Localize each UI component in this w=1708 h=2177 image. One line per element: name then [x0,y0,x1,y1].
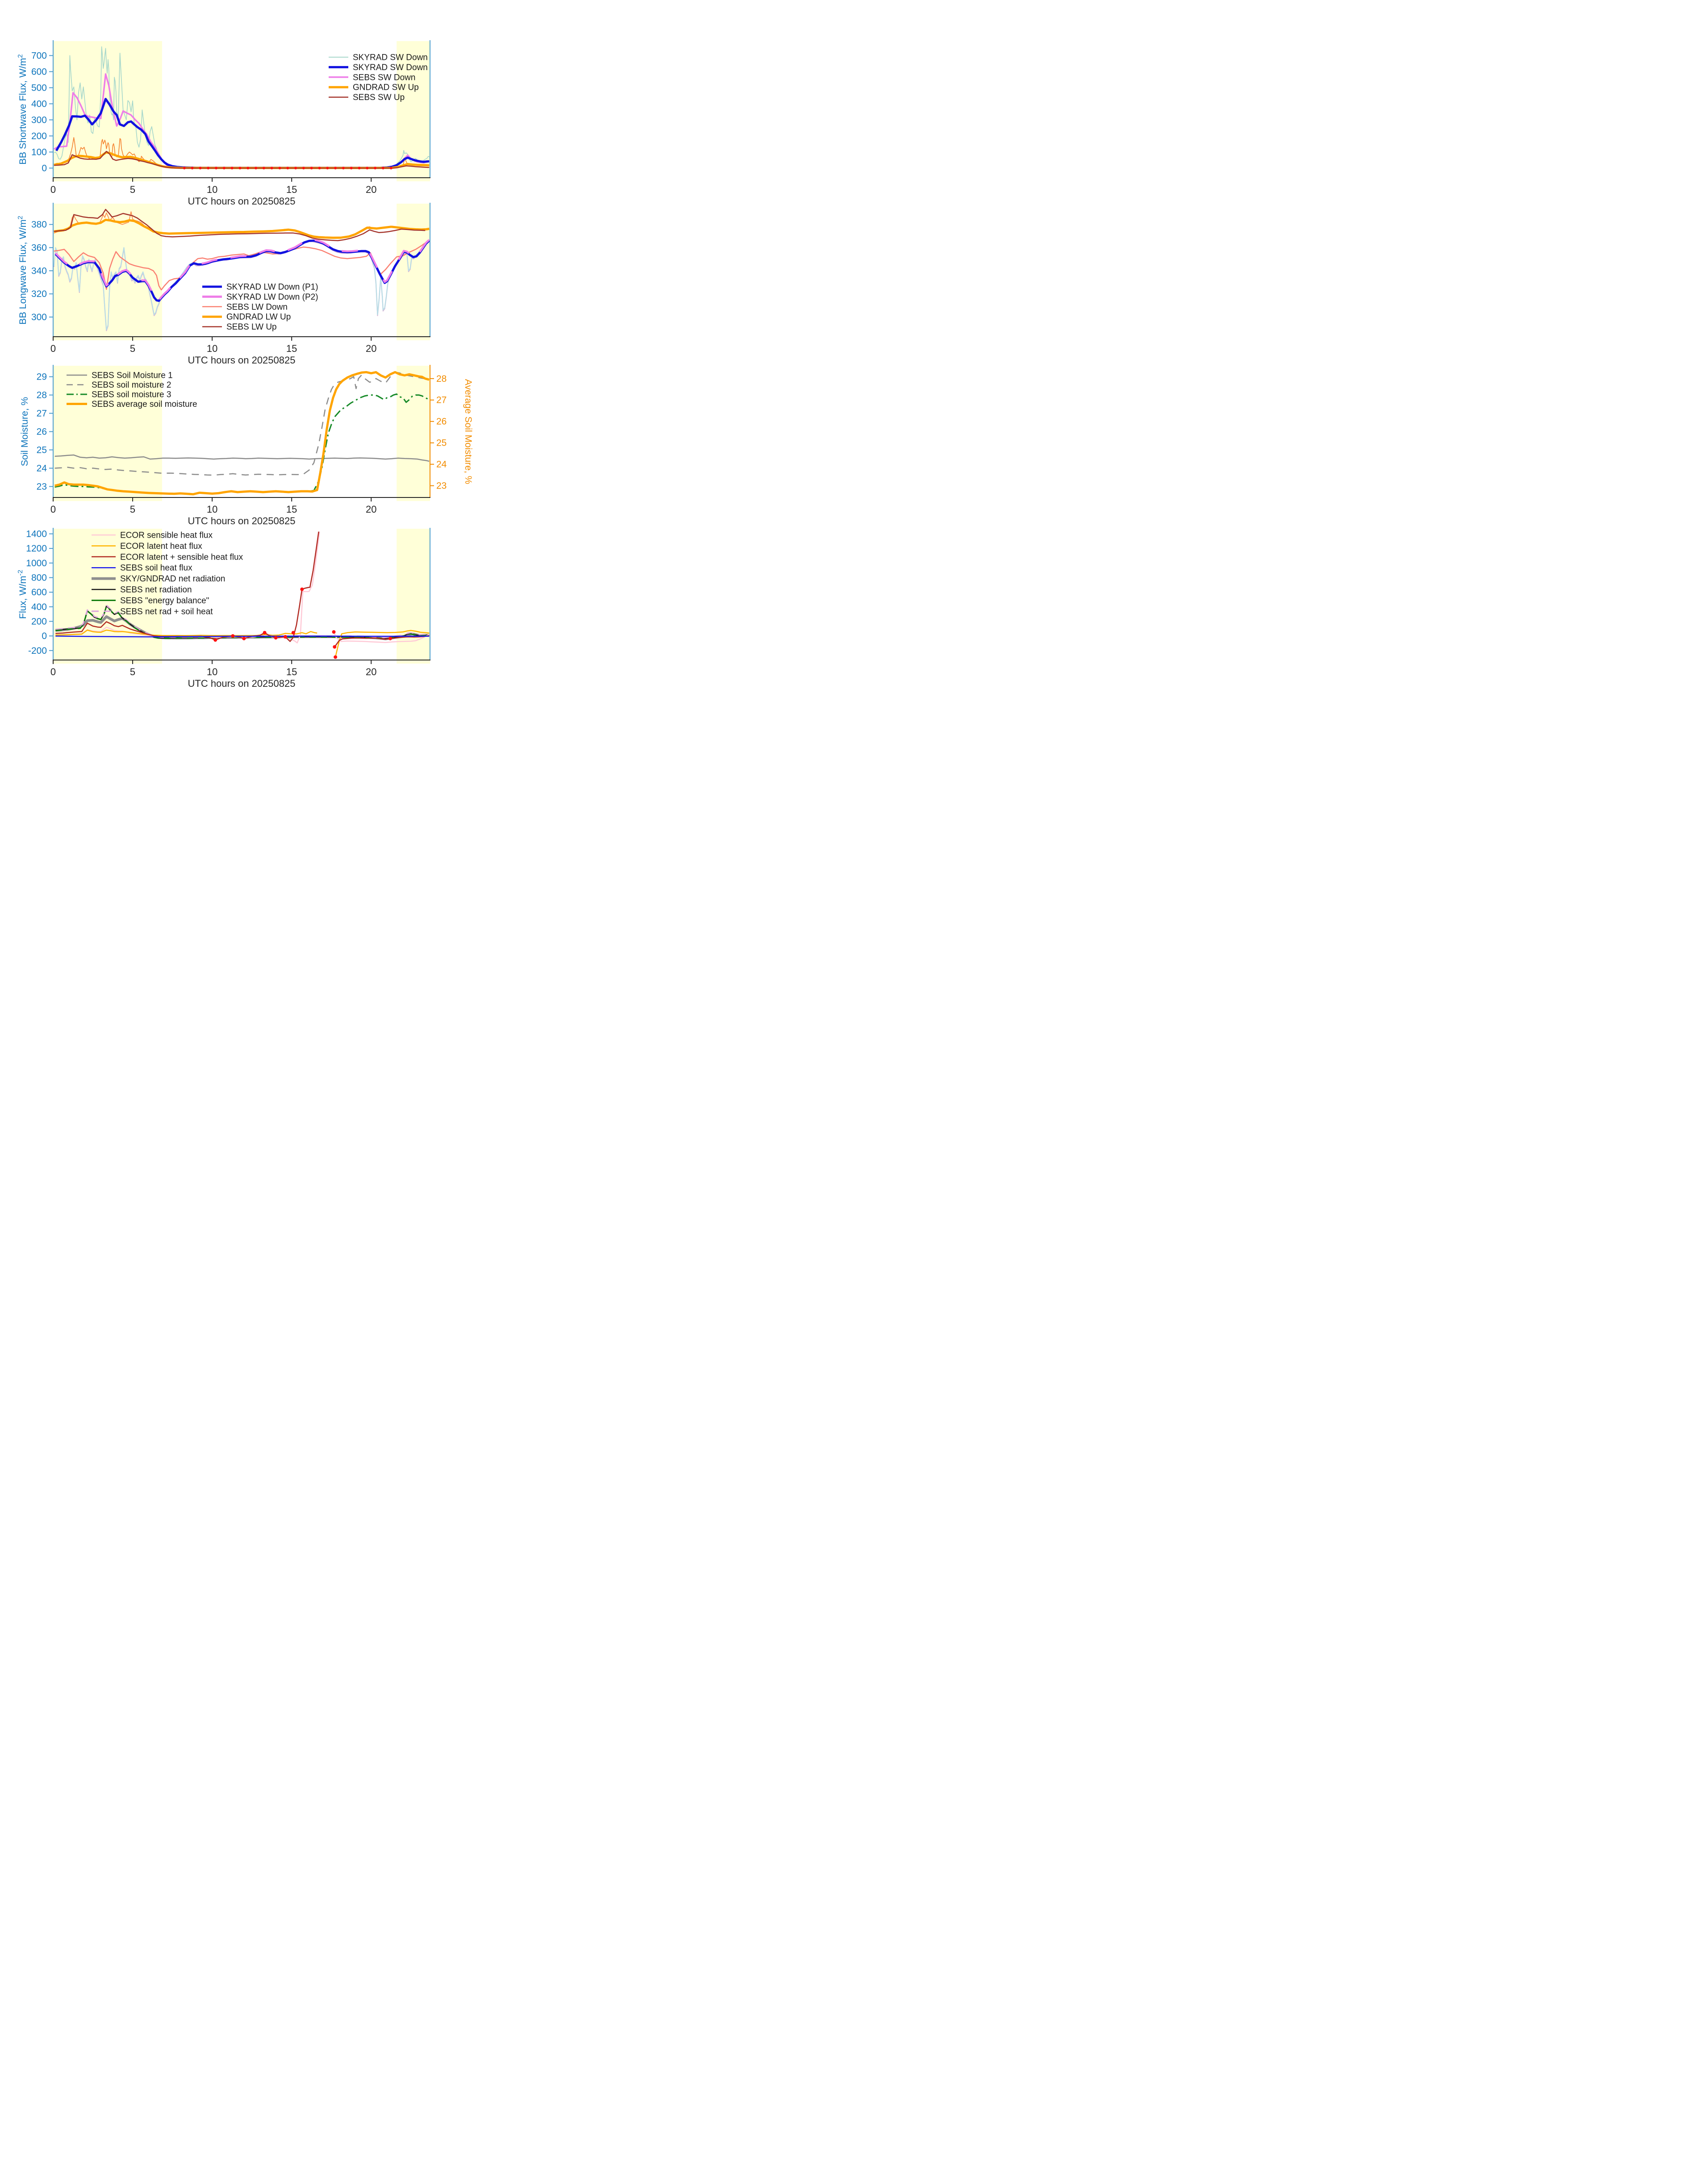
night-shading-band-1 [397,366,430,501]
y-tick-label-shortwave: 300 [31,115,47,125]
right-tick-label-soilmoisture: 26 [436,416,447,427]
y-tick-label-flux: -200 [28,645,47,656]
figure-svg [0,0,547,697]
x-tick-label-shortwave: 5 [129,184,136,195]
y-tick-label-flux: 1400 [26,529,47,539]
panel-longwave [17,203,430,366]
y-axis-title-soilmoisture: Soil Moisture, % [19,397,30,467]
y-tick-label-soilmoisture: 29 [36,372,47,382]
legend-label-soilmoisture-3: SEBS average soil moisture [92,400,197,409]
sw_night_dots-marker [310,167,313,169]
right-axis-title-soilmoisture: Average Soil Moisture, % [463,379,473,485]
x-axis-title-flux: UTC hours on 20250825 [188,678,296,689]
sw_night_dots-marker [238,167,241,169]
sw_night_dots-marker [183,167,186,169]
sw_night_dots-marker [318,167,321,169]
flux_dots-marker [332,630,336,634]
flux_dots-marker [284,635,287,639]
x-tick-label-soilmoisture: 0 [50,504,56,515]
flux_dots-marker [274,636,278,639]
flux_dots-marker [388,637,392,640]
legend-label-shortwave-4: SEBS SW Up [353,93,405,103]
sw_night_dots-marker [366,167,368,169]
legend-label-longwave-0: SKYRAD LW Down (P1) [226,282,318,292]
x-axis-title-soilmoisture: UTC hours on 20250825 [188,515,296,526]
y-tick-label-longwave: 320 [31,289,47,300]
legend-label-soilmoisture-2: SEBS soil moisture 3 [92,390,171,400]
sw_night_dots-marker [350,167,353,169]
legend-label-flux-5: SEBS net radiation [120,585,192,595]
right-tick-label-soilmoisture: 24 [436,459,447,470]
x-tick-label-shortwave: 10 [206,184,218,195]
sw_night_dots-marker [215,167,217,169]
x-tick-label-longwave: 5 [129,343,136,354]
y-tick-label-soilmoisture: 27 [36,408,47,419]
legend-label-flux-2: ECOR latent + sensible heat flux [120,552,243,562]
x-tick-label-longwave: 20 [365,343,377,354]
legend-label-shortwave-3: GNDRAD SW Up [353,83,419,92]
legend-label-longwave-2: SEBS LW Down [226,302,288,312]
y-tick-label-shortwave: 200 [31,131,47,142]
x-tick-label-shortwave: 15 [286,184,297,195]
sw_night_dots-marker [263,167,265,169]
y-tick-label-longwave: 380 [31,219,47,230]
x-tick-label-longwave: 0 [50,343,56,354]
sw_night_dots-marker [382,167,384,169]
y-axis-title-longwave: BB Longwave Flux, $W/m^2$ [17,216,28,325]
flux_dots-marker [213,638,217,642]
sebs_soil_heat-line [55,636,429,637]
flux_dots-marker [334,655,337,659]
legend-label-soilmoisture-1: SEBS soil moisture 2 [92,380,171,390]
x-tick-label-soilmoisture: 20 [365,504,377,515]
legend-label-longwave-1: SKYRAD LW Down (P2) [226,292,318,302]
x-tick-label-flux: 20 [365,666,377,677]
sw_night_dots-marker [286,167,289,169]
legend-longwave [202,283,318,332]
y-tick-label-soilmoisture: 25 [36,445,47,455]
y-tick-label-flux: 200 [31,616,47,627]
y-tick-label-flux: 1000 [26,558,47,568]
flux_dots-marker [242,637,246,640]
y-axis-title-shortwave: BB Shortwave Flux, $W/m^2$ [17,54,28,165]
legend-label-flux-0: ECOR sensible heat flux [120,531,213,540]
radiation-quicklook-figure [0,0,547,697]
legend-label-longwave-3: GNDRAD LW Up [226,312,291,322]
y-tick-label-shortwave: 100 [31,147,47,158]
y-tick-label-shortwave: 600 [31,67,47,77]
sw_night_dots-marker [199,167,201,169]
x-tick-label-soilmoisture: 5 [129,504,136,515]
panel-soilmoisture [19,365,473,526]
flux_dots-marker [292,631,295,635]
right-tick-label-soilmoisture: 27 [436,395,447,405]
y-tick-label-shortwave: 500 [31,83,47,93]
y-axis-title-flux: Flux, $W/m^{-2}$ [17,569,28,619]
y-tick-label-longwave: 300 [31,312,47,322]
sw_night_dots-marker [374,167,376,169]
y-tick-label-flux: 400 [31,602,47,612]
sw_night_dots-marker [191,167,194,169]
sw_night_dots-marker [271,167,273,169]
sw_night_dots-marker [223,167,226,169]
y-tick-label-shortwave: 400 [31,99,47,109]
legend-label-shortwave-2: SEBS SW Down [353,73,416,83]
panel-shortwave [17,40,430,207]
y-tick-label-soilmoisture: 23 [36,481,47,492]
x-tick-label-flux: 15 [286,666,297,677]
y-tick-label-soilmoisture: 26 [36,426,47,437]
y-tick-label-soilmoisture: 28 [36,390,47,401]
x-tick-label-shortwave: 0 [50,184,56,195]
right-tick-label-soilmoisture: 28 [436,373,447,384]
y-tick-label-longwave: 360 [31,242,47,253]
sw_night_dots-marker [326,167,329,169]
x-tick-label-flux: 10 [206,666,218,677]
legend-label-flux-7: SEBS net rad + soil heat [120,607,213,617]
sw_night_dots-marker [278,167,281,169]
legend-label-flux-4: SKY/GNDRAD net radiation [120,574,226,584]
legend-label-shortwave-1: SKYRAD SW Down [353,63,428,72]
legend-label-soilmoisture-0: SEBS Soil Moisture 1 [92,371,173,380]
legend-label-shortwave-0: SKYRAD SW Down [353,53,428,63]
flux_dots-marker [231,634,234,638]
night-shading-band-1 [397,529,430,664]
x-axis-title-longwave: UTC hours on 20250825 [188,355,296,366]
x-tick-label-flux: 0 [50,666,56,677]
flux_dots-marker [300,588,304,591]
legend-label-flux-6: SEBS "energy balance" [120,596,209,606]
x-tick-label-longwave: 10 [206,343,218,354]
y-tick-label-longwave: 340 [31,266,47,276]
y-tick-label-flux: 600 [31,587,47,598]
panel-flux [17,528,430,689]
sw_night_dots-marker [358,167,361,169]
y-tick-label-soilmoisture: 24 [36,463,47,474]
x-tick-label-shortwave: 20 [365,184,377,195]
x-axis-title-shortwave: UTC hours on 20250825 [188,196,296,207]
sw_night_dots-marker [231,167,234,169]
sw_night_dots-marker [302,167,305,169]
right-tick-label-soilmoisture: 25 [436,438,447,448]
y-tick-label-flux: 1200 [26,543,47,554]
flux_dots-marker [263,631,267,635]
sw_night_dots-marker [207,167,209,169]
x-tick-label-soilmoisture: 10 [206,504,218,515]
x-tick-label-soilmoisture: 15 [286,504,297,515]
legend-label-flux-3: SEBS soil heat flux [120,563,192,573]
y-tick-label-shortwave: 0 [42,163,47,174]
sw_night_dots-marker [255,167,257,169]
sw_night_dots-marker [342,167,345,169]
sw_night_dots-marker [390,167,393,169]
x-tick-label-longwave: 15 [286,343,297,354]
flux_dots-marker [333,645,336,649]
legend-label-longwave-4: SEBS LW Up [226,322,277,332]
sw_night_dots-marker [294,167,297,169]
y-tick-label-shortwave: 700 [31,50,47,61]
sw_night_dots-marker [246,167,249,169]
night-shading-band-1 [397,204,430,340]
x-tick-label-flux: 5 [129,666,136,677]
sw_night_dots-marker [334,167,337,169]
legend-label-flux-1: ECOR latent heat flux [120,541,202,551]
right-tick-label-soilmoisture: 23 [436,481,447,491]
y-tick-label-flux: 0 [42,631,47,642]
y-tick-label-flux: 800 [31,572,47,583]
